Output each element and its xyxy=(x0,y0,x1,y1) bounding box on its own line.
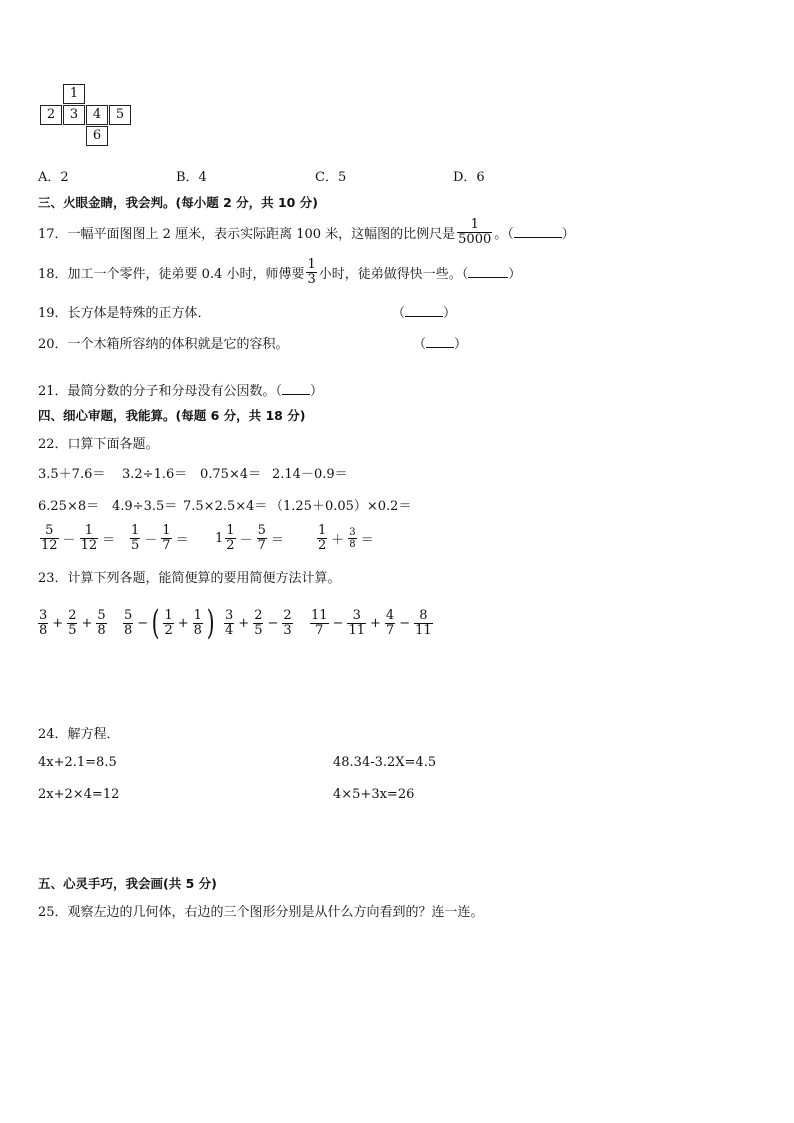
numerator: 5 xyxy=(257,522,266,538)
fraction xyxy=(80,524,99,553)
numerator: 1 xyxy=(318,522,327,538)
q19-open: （ xyxy=(392,306,406,321)
q18-frac-den: 3 xyxy=(307,271,316,287)
choice-a: A．2 xyxy=(38,170,69,185)
fraction xyxy=(253,609,263,638)
q24-title: 24．解方程． xyxy=(38,727,120,742)
operator: − xyxy=(332,615,344,631)
q24-eq2: 48.34-3.2X=4.5 xyxy=(333,755,437,770)
fraction xyxy=(317,524,327,553)
operator: － xyxy=(62,532,76,548)
q24-eq3: 2x+2×4=12 xyxy=(38,787,120,802)
q19-close: ） xyxy=(443,306,457,321)
q17-answer-blank[interactable] xyxy=(514,226,562,238)
q22-r2-c3: 7.5×2.5×4＝ xyxy=(183,499,268,514)
numerator: 11 xyxy=(311,607,328,623)
denominator: 8 xyxy=(193,622,202,638)
net-cell-4: 4 xyxy=(86,105,108,125)
numerator: 1 xyxy=(80,524,99,539)
right-paren: ) xyxy=(206,603,215,643)
denominator: 7 xyxy=(315,622,324,638)
denominator: 5 xyxy=(131,537,140,553)
q20-answer-blank[interactable] xyxy=(426,336,454,348)
q20-close: ） xyxy=(454,337,468,352)
numerator: 2 xyxy=(254,607,263,623)
denominator: 11 xyxy=(348,622,365,638)
fraction xyxy=(38,609,48,638)
section-4-title: 四、细心审题，我能算。(每题 6 分，共 18 分) xyxy=(38,408,306,423)
fraction xyxy=(348,527,356,550)
q22-r2-c2: 4.9÷3.5＝ xyxy=(112,499,178,514)
denominator: 7 xyxy=(385,622,395,638)
q24-eq1: 4x+2.1=8.5 xyxy=(38,755,117,770)
q22-r3-e2 xyxy=(128,518,191,558)
operator: + xyxy=(81,615,93,631)
denominator: 8 xyxy=(124,622,133,638)
q24-eq4: 4×5+3x=26 xyxy=(333,787,415,802)
equals: ＝ xyxy=(270,532,284,548)
fraction xyxy=(310,609,329,638)
q21-text: 21．最简分数的分子和分母没有公因数。（ xyxy=(38,384,283,399)
q25-text: 25．观察左边的几何体，右边的三个图形分别是从什么方向看到的？连一连。 xyxy=(38,905,484,920)
operator: － xyxy=(144,532,158,548)
fraction xyxy=(40,524,59,553)
operator: + xyxy=(52,615,64,631)
q18-fraction xyxy=(306,258,316,287)
q19-answer-blank[interactable] xyxy=(405,305,443,317)
numerator: 3 xyxy=(347,609,366,624)
choice-c: C．5 xyxy=(315,170,347,185)
denominator: 5 xyxy=(68,622,77,638)
denominator: 2 xyxy=(226,537,235,553)
q23-e1 xyxy=(36,601,109,645)
numerator: 3 xyxy=(39,607,48,623)
q20-answer xyxy=(413,333,467,352)
denominator: 7 xyxy=(257,537,266,553)
denominator: 7 xyxy=(162,537,171,553)
numerator: 2 xyxy=(68,607,77,623)
q22-r1-c3: 0.75×4＝ xyxy=(200,467,262,482)
choice-d: D．6 xyxy=(453,170,485,185)
section-3-title: 三、火眼金睛，我会判。(每小题 2 分，共 10 分) xyxy=(38,195,318,210)
q18-close: ） xyxy=(508,266,522,282)
net-cell-6: 6 xyxy=(86,126,108,146)
q17-fraction xyxy=(457,218,492,247)
numerator: 1 xyxy=(162,522,171,538)
q18-answer-blank[interactable] xyxy=(468,266,508,278)
denominator: 8 xyxy=(97,622,106,638)
fraction xyxy=(67,609,77,638)
denominator: 2 xyxy=(318,537,327,553)
q17-close: ） xyxy=(561,226,575,242)
q17-frac-den: 5000 xyxy=(458,231,492,247)
question-18 xyxy=(38,252,521,292)
q22-r2-c4: （1.25＋0.05）×0.2＝ xyxy=(270,499,412,514)
q23-e2 xyxy=(121,601,216,645)
operator: − xyxy=(399,615,411,631)
q18-text: 18．加工一个零件，徒弟要 0.4 小时，师傅要 xyxy=(38,266,305,282)
numerator: 3 xyxy=(349,526,356,538)
q22-r1-c1: 3.5＋7.6＝ xyxy=(38,467,106,482)
question-17 xyxy=(38,212,575,252)
q20-text: 20．一个木箱所容纳的体积就是它的容积。 xyxy=(38,337,289,352)
denominator: 5 xyxy=(254,622,263,638)
numerator: 5 xyxy=(124,607,133,623)
denominator: 12 xyxy=(80,537,98,553)
q17-after: 。（ xyxy=(494,226,514,242)
q22-r3-e4 xyxy=(315,518,376,558)
fraction xyxy=(282,609,292,638)
denominator: 8 xyxy=(39,622,48,638)
q22-r2-c1: 6.25×8＝ xyxy=(38,499,100,514)
q18-frac-num: 1 xyxy=(307,256,316,272)
q22-r3-e1 xyxy=(38,518,117,558)
equals: ＝ xyxy=(102,532,116,548)
denominator: 2 xyxy=(164,622,173,638)
choice-b: B．4 xyxy=(176,170,207,185)
numerator: 1 xyxy=(226,522,235,538)
numerator: 4 xyxy=(385,607,395,623)
q23-e3 xyxy=(222,601,295,645)
q19-text: 19．长方体是特殊的正方体． xyxy=(38,306,211,321)
net-cell-5: 5 xyxy=(109,105,131,125)
q19-answer xyxy=(392,302,456,321)
fraction xyxy=(225,524,235,553)
fraction xyxy=(414,609,433,638)
net-cell-2: 2 xyxy=(40,105,62,125)
operator: ＋ xyxy=(331,532,345,548)
q22-r1-c2: 3.2÷1.6＝ xyxy=(122,467,188,482)
q22-title: 22．口算下面各题。 xyxy=(38,437,159,452)
fraction xyxy=(385,609,395,638)
operator: − xyxy=(137,615,149,631)
operator: － xyxy=(239,532,253,548)
denominator: 12 xyxy=(41,537,58,553)
numerator: 5 xyxy=(40,524,59,539)
equals: ＝ xyxy=(360,532,374,548)
net-cell-1: 1 xyxy=(63,84,85,104)
numerator: 1 xyxy=(131,522,140,538)
operator: + xyxy=(238,615,250,631)
section-5-title: 五、心灵手巧，我会画(共 5 分) xyxy=(38,876,217,891)
fraction xyxy=(161,524,171,553)
q21-answer-blank[interactable] xyxy=(282,383,310,395)
q17-text: 17．一幅平面图图上 2 厘米，表示实际距离 100 米，这幅图的比例尺是 xyxy=(38,226,456,242)
fraction xyxy=(130,524,140,553)
denominator: 11 xyxy=(415,622,432,638)
q23-title: 23．计算下列各题，能简便算的要用简便方法计算。 xyxy=(38,571,341,586)
numerator: 5 xyxy=(97,607,106,623)
denominator: 4 xyxy=(225,622,234,638)
left-paren: ( xyxy=(151,603,160,643)
fraction xyxy=(347,609,366,638)
fraction xyxy=(224,609,234,638)
question-21 xyxy=(38,380,323,399)
numerator: 2 xyxy=(283,607,292,623)
q22-r1-c4: 2.14－0.9＝ xyxy=(272,467,348,482)
numerator: 8 xyxy=(414,609,433,624)
operator: + xyxy=(370,615,381,631)
denominator: 3 xyxy=(283,622,292,638)
cube-net-figure xyxy=(40,84,132,150)
denominator: 8 xyxy=(349,538,356,550)
operator: − xyxy=(267,615,279,631)
q17-frac-num: 1 xyxy=(457,218,492,233)
fraction xyxy=(257,524,267,553)
q21-close: ） xyxy=(310,384,324,399)
operator: + xyxy=(177,615,189,631)
fraction xyxy=(96,609,106,638)
fraction xyxy=(163,609,173,638)
q18-after: 小时，徒弟做得快一些。（ xyxy=(318,266,469,282)
q20-open: （ xyxy=(413,337,427,352)
fraction xyxy=(193,609,203,638)
numerator: 3 xyxy=(225,607,234,623)
q22-r3-e3 xyxy=(215,518,286,558)
whole-number: 1 xyxy=(215,530,224,546)
equals: ＝ xyxy=(175,532,189,548)
fraction xyxy=(123,609,133,638)
net-cell-3: 3 xyxy=(63,105,85,125)
numerator: 1 xyxy=(164,607,173,623)
numerator: 1 xyxy=(193,607,202,623)
q23-e4 xyxy=(308,601,435,645)
